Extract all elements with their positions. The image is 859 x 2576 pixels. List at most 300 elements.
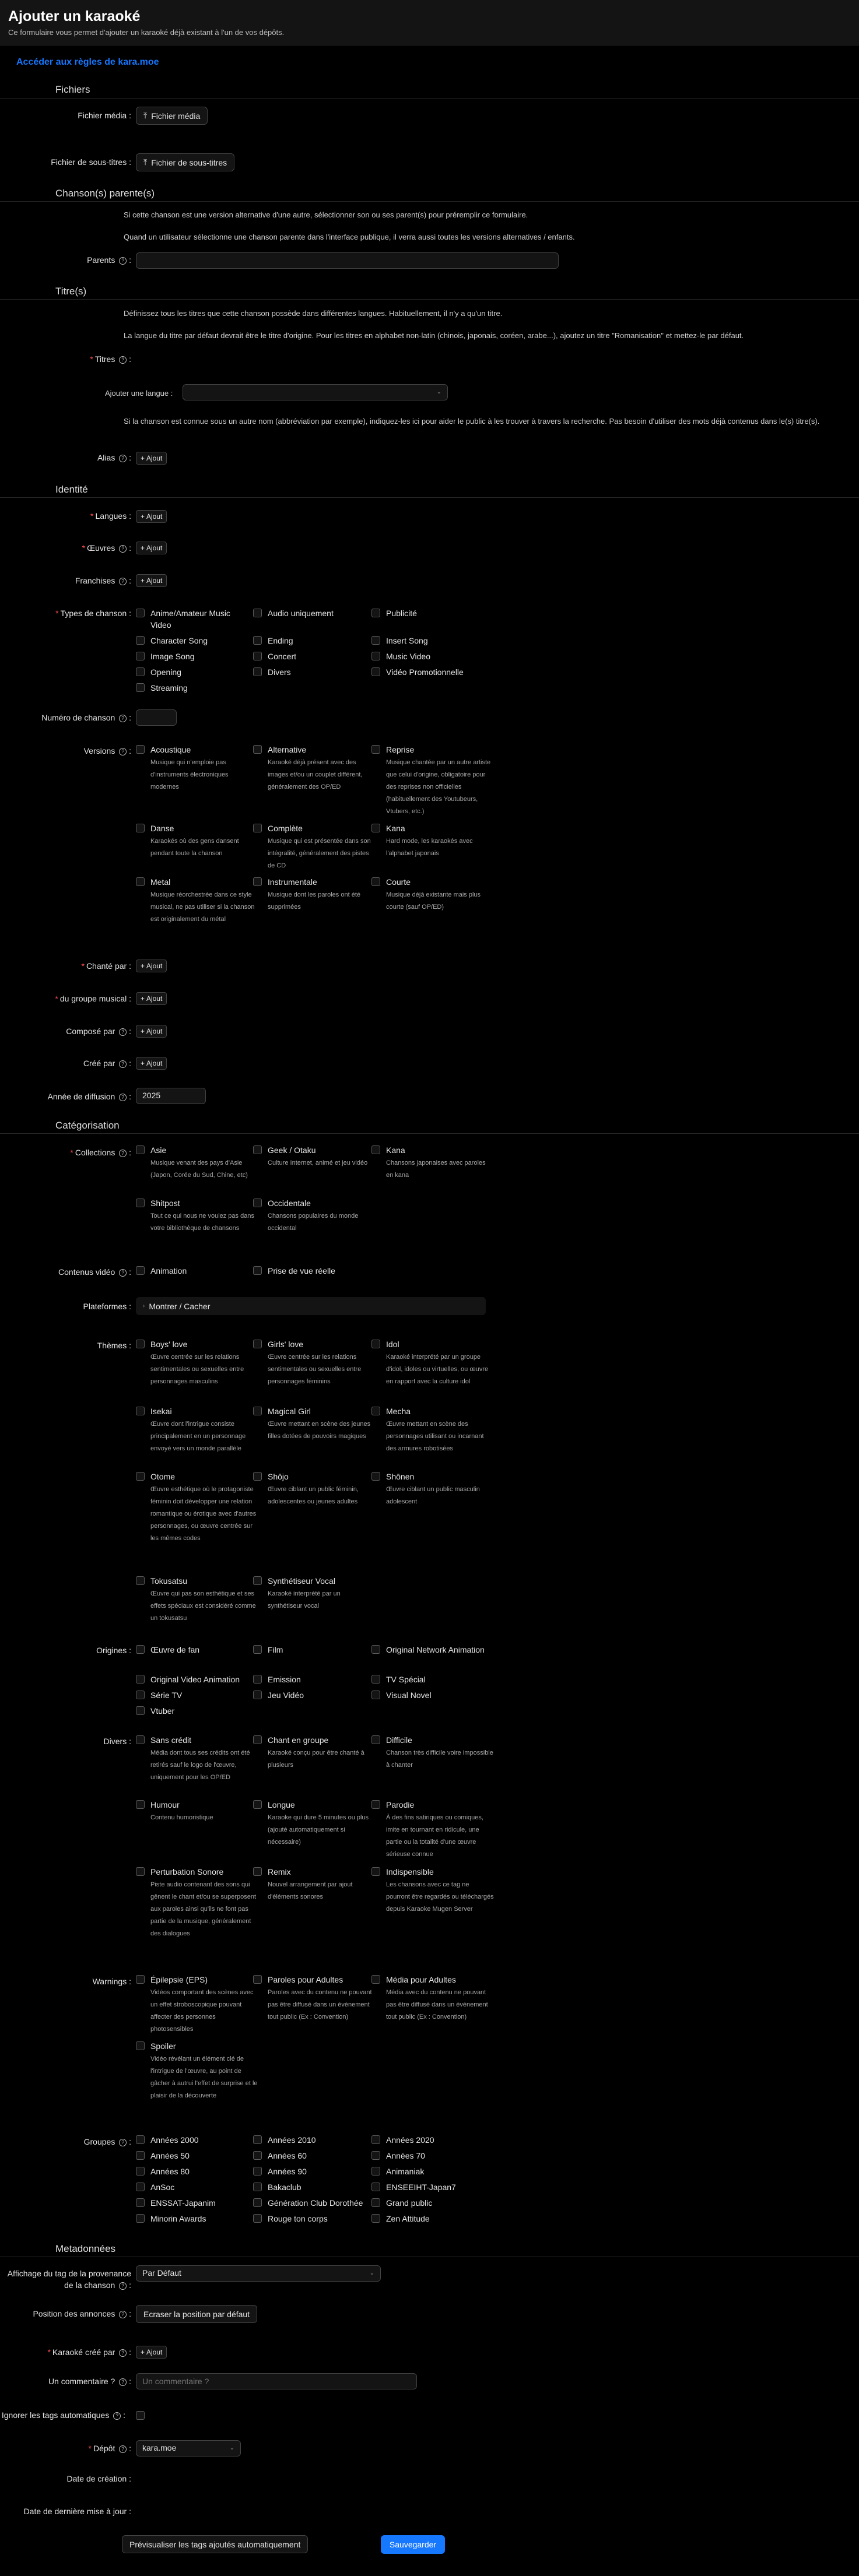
preview-auto-tags-button[interactable]: Prévisualiser les tags ajoutés automatiquement <box>122 2535 308 2553</box>
songtypes-music-video-label: Music Video <box>386 652 431 661</box>
alias-add-button[interactable]: + Ajout <box>136 452 167 465</box>
misc-difficile-description: Chanson très difficile voire impossible à chanter <box>386 1749 493 1769</box>
franchises-add-button[interactable]: + Ajout <box>136 574 167 587</box>
upload-icon: ⤒ <box>143 157 148 167</box>
groups-ansoc-label: AnSoc <box>150 2183 175 2192</box>
themes-boys-love-description: Œuvre centrée sur les relations sentimentales ou sexuelles entre personnages masculins <box>150 1354 244 1385</box>
warnings-media-pour-adultes-label: Média pour Adultes <box>386 1975 456 1984</box>
groups-animaniak-checkbox[interactable] <box>371 2167 380 2176</box>
songtypes-insert-song-checkbox[interactable] <box>371 636 380 645</box>
groups-annees-2000-label: Années 2000 <box>150 2135 199 2145</box>
misc-sans-credit-description: Média dont tous ses crédits ont été retirés sauf le logo de l'œuvre, uniquement pour les OP/ED <box>150 1749 250 1781</box>
warnings-epilepsie-eps-checkbox[interactable] <box>136 1975 145 1984</box>
warnings-label: Warnings : <box>92 1977 131 1986</box>
songtypes-ending-label: Ending <box>268 636 293 645</box>
collections-kana-description: Chansons japonaises avec paroles en kana <box>386 1159 486 1179</box>
groups-annees-60-checkbox[interactable] <box>253 2151 262 2160</box>
page-subtitle: Ce formulaire vous permet d'ajouter un karaoké déjà existant à l'un de vos dépôts. <box>8 28 285 37</box>
groups-zen-attitude-label: Zen Attitude <box>386 2214 430 2223</box>
songtypes-divers-checkbox[interactable] <box>253 667 262 676</box>
misc-label: Divers : <box>103 1737 131 1746</box>
help-icon: ? <box>119 1269 127 1277</box>
groups-annees-2010-label: Années 2010 <box>268 2135 316 2145</box>
singers-add-button[interactable]: + Ajout <box>136 960 167 972</box>
misc-perturbation-sonore-description: Piste audio contenant des sons qui gênent le chant et/ou se superposent aux paroles ainsi qu'ils ne font pas partie de la musique, généralement des dialogues <box>150 1881 257 1937</box>
groups-bakaclub-label: Bakaclub <box>268 2183 301 2192</box>
titles-label: * Titres ? : <box>90 354 131 364</box>
divider <box>0 497 859 498</box>
origins-serie-tv-checkbox[interactable] <box>136 1691 145 1699</box>
songtypes-image-song-label: Image Song <box>150 652 195 661</box>
misc-parodie-label: Parodie <box>386 1800 415 1809</box>
ignore-auto-tags-label: Ignorer les tags automatiques ? : <box>1 2410 125 2420</box>
themes-magical-girl-description: Œuvre mettant en scène des jeunes filles dotées de pouvoirs magiques <box>268 1421 371 1440</box>
songtypes-character-song-checkbox[interactable] <box>136 636 145 645</box>
help-icon: ? <box>119 578 127 585</box>
themes-mecha-label: Mecha <box>386 1407 411 1416</box>
groups-annees-70-checkbox[interactable] <box>371 2151 380 2160</box>
help-icon: ? <box>119 748 127 755</box>
songtypes-audio-uniquement-checkbox[interactable] <box>253 609 262 617</box>
warnings-media-pour-adultes-checkbox[interactable] <box>371 1975 380 1984</box>
groups-annees-90-checkbox[interactable] <box>253 2167 262 2176</box>
groups-annees-50-label: Années 50 <box>150 2151 190 2160</box>
themes-idol-description: Karaoké interprété par un groupe d'idol, idoles ou virtuelles, ou œuvre en rapport avec la culture idol <box>386 1354 489 1385</box>
versions-complete-description: Musique qui est présentée dans son intégralité, généralement des pistes de CD <box>268 838 371 869</box>
themes-idol-checkbox[interactable] <box>371 1340 380 1348</box>
section-parents-heading: Chanson(s) parente(s) <box>55 188 155 199</box>
help-icon: ? <box>119 2282 127 2290</box>
versions-danse-description: Karaokés où des gens dansent pendant toute la chanson <box>150 838 239 857</box>
misc-chant-en-groupe-label: Chant en groupe <box>268 1735 329 1745</box>
themes-shonen-checkbox[interactable] <box>371 1472 380 1481</box>
warnings-paroles-pour-adultes-label: Paroles pour Adultes <box>268 1975 343 1984</box>
repository-select[interactable]: kara.moe ⌄ <box>136 2440 241 2456</box>
year-label: Année de diffusion ? : <box>47 1092 131 1101</box>
versions-metal-description: Musique réorchestrée dans ce style musical, ne pas utiliser si la chanson est originalement du métal <box>150 891 255 923</box>
versions-danse-checkbox[interactable] <box>136 824 145 832</box>
comment-input[interactable] <box>136 2373 417 2389</box>
platforms-label: Plateformes : <box>83 1302 131 1311</box>
origins-original-video-animation-checkbox[interactable] <box>136 1675 145 1684</box>
works-add-button[interactable]: + Ajout <box>136 542 167 554</box>
misc-humour-description: Contenu humoristique <box>150 1814 213 1821</box>
parents-select[interactable] <box>136 252 559 269</box>
groups-rouge-ton-corps-checkbox[interactable] <box>253 2214 262 2223</box>
modified-date-label: Date de dernière mise à jour : <box>23 2507 131 2516</box>
languages-label: * Langues : <box>90 511 131 521</box>
help-icon: ? <box>119 356 127 364</box>
singergroups-add-button[interactable]: + Ajout <box>136 992 167 1005</box>
origins-emission-label: Emission <box>268 1675 301 1684</box>
themes-otome-checkbox[interactable] <box>136 1472 145 1481</box>
themes-tokusatsu-label: Tokusatsu <box>150 1576 188 1586</box>
misc-longue-checkbox[interactable] <box>253 1800 262 1809</box>
versions-metal-label: Metal <box>150 877 171 887</box>
origins-visual-novel-checkbox[interactable] <box>371 1691 380 1699</box>
versions-label: Versions ? : <box>83 746 131 755</box>
help-icon: ? <box>119 1028 127 1036</box>
origins-emission-checkbox[interactable] <box>253 1675 262 1684</box>
warnings-paroles-pour-adultes-description: Paroles avec du contenu ne pouvant pas être diffusé dans un évènement tout public (Ex : Convention) <box>268 1989 372 2020</box>
contents-animation-checkbox[interactable] <box>136 1266 145 1275</box>
display-tag-select[interactable]: Par Défaut ⌄ <box>136 2265 381 2282</box>
themes-magical-girl-checkbox[interactable] <box>253 1407 262 1415</box>
groups-enssat-japanim-checkbox[interactable] <box>136 2198 145 2207</box>
songtypes-ending-checkbox[interactable] <box>253 636 262 645</box>
page-header <box>0 0 859 45</box>
chevron-down-icon: ⌄ <box>229 2445 234 2451</box>
song-number-label: Numéro de chanson ? : <box>41 713 131 722</box>
contents-prise-de-vue-reelle-checkbox[interactable] <box>253 1266 262 1275</box>
themes-synthetiseur-vocal-description: Karaoké interprété par un synthétiseur vocal <box>268 1590 341 1609</box>
misc-sans-credit-checkbox[interactable] <box>136 1735 145 1744</box>
chevron-right-icon: › <box>143 1303 145 1309</box>
help-icon: ? <box>119 2139 127 2146</box>
groups-annees-50-checkbox[interactable] <box>136 2151 145 2160</box>
themes-idol-label: Idol <box>386 1340 399 1349</box>
groups-rouge-ton-corps-label: Rouge ton corps <box>268 2214 328 2223</box>
groups-bakaclub-checkbox[interactable] <box>253 2183 262 2191</box>
collections-occidentale-checkbox[interactable] <box>253 1199 262 1207</box>
rules-link[interactable]: Accéder aux règles de kara.moe <box>16 57 159 67</box>
warnings-epilepsie-eps-label: Épilepsie (EPS) <box>150 1975 208 1984</box>
contents-animation-label: Animation <box>150 1266 187 1275</box>
groups-generation-club-dorothee-label: Génération Club Dorothée <box>268 2198 363 2208</box>
origins-original-network-animation-checkbox[interactable] <box>371 1645 380 1654</box>
origins-tv-special-label: TV Spécial <box>386 1675 426 1684</box>
versions-complete-label: Complète <box>268 824 303 833</box>
themes-synthetiseur-vocal-label: Synthétiseur Vocal <box>268 1576 335 1586</box>
collections-asie-checkbox[interactable] <box>136 1145 145 1154</box>
song-type-label: * Types de chanson : <box>55 609 131 618</box>
themes-shojo-description: Œuvre ciblant un public féminin, adolescentes ou jeunes adultes <box>268 1486 359 1505</box>
themes-girls-love-checkbox[interactable] <box>253 1340 262 1348</box>
themes-boys-love-label: Boys' love <box>150 1340 188 1349</box>
songtypes-anime-amateur-music-video-checkbox[interactable] <box>136 609 145 617</box>
versions-alternative-description: Karaoké déjà présent avec des images et/ou un couplet différent, généralement des OP/ED <box>268 759 363 790</box>
themes-shonen-label: Shōnen <box>386 1472 415 1481</box>
warnings-media-pour-adultes-description: Média avec du contenu ne pouvant pas être diffusé dans un évènement tout public (Ex : Convention) <box>386 1989 488 2020</box>
section-files-heading: Fichiers <box>55 84 90 95</box>
songtypes-opening-checkbox[interactable] <box>136 667 145 676</box>
composers-label: Composé par ? : <box>66 1027 131 1036</box>
help-icon: ? <box>119 455 127 462</box>
help-icon: ? <box>119 1060 127 1068</box>
add-language-label: Ajouter une langue : <box>105 389 173 398</box>
collections-occidentale-label: Occidentale <box>268 1199 311 1208</box>
themes-isekai-checkbox[interactable] <box>136 1407 145 1415</box>
collections-geek-otaku-checkbox[interactable] <box>253 1145 262 1154</box>
origins-film-label: Film <box>268 1645 283 1654</box>
versions-acoustique-description: Musique qui n'emploie pas d'instruments électroniques modernes <box>150 759 229 790</box>
misc-longue-description: Karaoke qui dure 5 minutes ou plus (ajouté automatiquement si nécessaire) <box>268 1814 369 1846</box>
misc-perturbation-sonore-label: Perturbation Sonore <box>150 1867 224 1876</box>
themes-tokusatsu-checkbox[interactable] <box>136 1576 145 1585</box>
themes-magical-girl-label: Magical Girl <box>268 1407 311 1416</box>
misc-humour-label: Humour <box>150 1800 180 1809</box>
help-icon: ? <box>119 1150 127 1157</box>
parents-help-1: Si cette chanson est une version alternative d'une autre, sélectionner son ou ses parent(s) pour préremplir ce formulaire. <box>124 210 528 219</box>
misc-remix-label: Remix <box>268 1867 291 1876</box>
songtypes-video-promotionnelle-checkbox[interactable] <box>371 667 380 676</box>
contents-label: Contenus vidéo ? : <box>58 1267 131 1277</box>
groups-annees-60-label: Années 60 <box>268 2151 307 2160</box>
repository-label: * Dépôt ? : <box>88 2444 131 2453</box>
upload-icon: ⤒ <box>143 111 148 120</box>
songtypes-concert-label: Concert <box>268 652 297 661</box>
versions-kana-label: Kana <box>386 824 405 833</box>
works-label: * Œuvres ? : <box>82 543 131 553</box>
songtypes-music-video-checkbox[interactable] <box>371 652 380 660</box>
help-icon: ? <box>119 715 127 722</box>
misc-chant-en-groupe-description: Karaoké conçu pour être chanté à plusieurs <box>268 1749 364 1769</box>
misc-indispensible-label: Indispensible <box>386 1867 434 1876</box>
origins-jeu-video-checkbox[interactable] <box>253 1691 262 1699</box>
groups-annees-80-checkbox[interactable] <box>136 2167 145 2176</box>
help-icon: ? <box>119 1094 127 1101</box>
misc-chant-en-groupe-checkbox[interactable] <box>253 1735 262 1744</box>
languages-add-button[interactable]: + Ajout <box>136 510 167 523</box>
misc-humour-checkbox[interactable] <box>136 1800 145 1809</box>
contents-prise-de-vue-reelle-label: Prise de vue réelle <box>268 1266 335 1275</box>
groups-enseeiht-japan7-checkbox[interactable] <box>371 2183 380 2191</box>
groups-grand-public-label: Grand public <box>386 2198 433 2208</box>
misc-remix-checkbox[interactable] <box>253 1867 262 1876</box>
groups-minorin-awards-checkbox[interactable] <box>136 2214 145 2223</box>
versions-instrumentale-label: Instrumentale <box>268 877 317 887</box>
singergroups-label: * du groupe musical : <box>55 994 131 1003</box>
themes-shojo-label: Shōjo <box>268 1472 289 1481</box>
save-button[interactable]: Sauvegarder <box>381 2535 445 2554</box>
creation-date-label: Date de création : <box>66 2474 131 2483</box>
versions-acoustique-label: Acoustique <box>150 745 191 754</box>
alias-label: Alias ? : <box>97 453 131 462</box>
comment-label: Un commentaire ? ? : <box>48 2377 131 2386</box>
origins-uvre-de-fan-label: Œuvre de fan <box>150 1645 200 1654</box>
chevron-down-icon: ⌄ <box>369 2270 374 2276</box>
groups-annees-70-label: Années 70 <box>386 2151 425 2160</box>
created-by-add-button[interactable]: + Ajout <box>136 2346 167 2359</box>
media-file-label: Fichier média : <box>78 111 131 120</box>
subtitle-file-button[interactable]: ⤒ Fichier de sous-titres <box>136 153 234 171</box>
groups-annees-90-label: Années 90 <box>268 2167 307 2176</box>
display-tag-label: Affichage du tag de la provenance de la chanson ? : <box>7 2269 131 2290</box>
ignore-auto-tags-checkbox[interactable] <box>136 2411 145 2420</box>
origins-original-network-animation-label: Original Network Animation <box>386 1645 485 1654</box>
themes-isekai-label: Isekai <box>150 1407 172 1416</box>
section-identity-heading: Identité <box>55 484 88 495</box>
themes-boys-love-checkbox[interactable] <box>136 1340 145 1348</box>
versions-metal-checkbox[interactable] <box>136 877 145 886</box>
subtitle-file-label: Fichier de sous-titres : <box>51 157 131 167</box>
section-titles-heading: Titre(s) <box>55 286 87 297</box>
themes-tokusatsu-description: Œuvre qui pas son esthétique et ses effets spéciaux est considéré comme un tokusatsu <box>150 1590 256 1622</box>
misc-indispensible-description: Les chansons avec ce tag ne pourront être regardés ou téléchargés depuis Karaoke Mugen Server <box>386 1881 494 1913</box>
collections-shitpost-description: Tout ce qui nous ne voulez pas dans votre bibliothèque de chansons <box>150 1213 254 1232</box>
origins-original-video-animation-label: Original Video Animation <box>150 1675 240 1684</box>
versions-kana-description: Hard mode, les karaokés avec l'alphabet japonais <box>386 838 473 857</box>
songtypes-divers-label: Divers <box>268 667 291 677</box>
versions-reprise-description: Musique chantée par un autre artiste que celui d'origine, obligatoire pour des reprises non officielles (habituellement des Youtubeurs, Vtubers, etc.) <box>386 759 491 815</box>
song-number-input[interactable] <box>136 709 177 726</box>
themes-synthetiseur-vocal-checkbox[interactable] <box>253 1576 262 1585</box>
versions-instrumentale-description: Musique dont les paroles ont été supprimées <box>268 891 360 911</box>
collections-asie-label: Asie <box>150 1145 167 1155</box>
collections-geek-otaku-label: Geek / Otaku <box>268 1145 316 1155</box>
help-icon: ? <box>119 2445 127 2453</box>
misc-difficile-label: Difficile <box>386 1735 412 1745</box>
misc-parodie-checkbox[interactable] <box>371 1800 380 1809</box>
groups-zen-attitude-checkbox[interactable] <box>371 2214 380 2223</box>
divider <box>0 98 859 99</box>
warnings-spoiler-checkbox[interactable] <box>136 2041 145 2050</box>
help-icon: ? <box>119 257 127 265</box>
origins-uvre-de-fan-checkbox[interactable] <box>136 1645 145 1654</box>
year-input[interactable]: 2025 <box>136 1088 206 1104</box>
origins-tv-special-checkbox[interactable] <box>371 1675 380 1684</box>
warnings-paroles-pour-adultes-checkbox[interactable] <box>253 1975 262 1984</box>
help-icon: ? <box>119 2349 127 2357</box>
versions-instrumentale-checkbox[interactable] <box>253 877 262 886</box>
groups-annees-2010-checkbox[interactable] <box>253 2135 262 2144</box>
help-icon: ? <box>119 2378 127 2386</box>
singers-label: * Chanté par : <box>81 961 131 971</box>
themes-shojo-checkbox[interactable] <box>253 1472 262 1481</box>
versions-reprise-checkbox[interactable] <box>371 745 380 754</box>
groups-enssat-japanim-label: ENSSAT-Japanim <box>150 2198 216 2208</box>
collections-shitpost-label: Shitpost <box>150 1199 180 1208</box>
groups-annees-2020-checkbox[interactable] <box>371 2135 380 2144</box>
collections-occidentale-description: Chansons populaires du monde occidental <box>268 1213 359 1232</box>
versions-courte-description: Musique déjà existante mais plus courte (sauf OP/ED) <box>386 891 481 911</box>
origins-visual-novel-label: Visual Novel <box>386 1691 432 1700</box>
groups-enseeiht-japan7-label: ENSEEIHT-Japan7 <box>386 2183 456 2192</box>
versions-acoustique-checkbox[interactable] <box>136 745 145 754</box>
origins-vtuber-checkbox[interactable] <box>136 1706 145 1715</box>
themes-otome-label: Otome <box>150 1472 176 1481</box>
songtypes-anime-amateur-music-video-label: Anime/Amateur Music Video <box>150 609 230 630</box>
misc-remix-description: Nouvel arrangement par ajout d'éléments sonores <box>268 1881 353 1900</box>
groups-annees-2020-label: Années 2020 <box>386 2135 434 2145</box>
origins-film-checkbox[interactable] <box>253 1645 262 1654</box>
add-language-select[interactable] <box>183 384 448 400</box>
groups-animaniak-label: Animaniak <box>386 2167 425 2176</box>
misc-perturbation-sonore-checkbox[interactable] <box>136 1867 145 1876</box>
announce-label: Position des annonces ? : <box>33 2309 131 2318</box>
versions-reprise-label: Reprise <box>386 745 415 754</box>
songtypes-concert-checkbox[interactable] <box>253 652 262 660</box>
groups-generation-club-dorothee-checkbox[interactable] <box>253 2198 262 2207</box>
collections-shitpost-checkbox[interactable] <box>136 1199 145 1207</box>
collections-asie-description: Musique venant des pays d'Asie (Japon, Corée du Sud, Chine, etc) <box>150 1159 248 1179</box>
divider <box>0 1133 859 1134</box>
origins-label: Origines : <box>96 1646 131 1655</box>
titles-help-1: Définissez tous les titres que cette chanson possède dans différentes langues. Habituellement, il n'y a qu'un titre. <box>124 309 503 318</box>
created-by-label: * Karaoké créé par ? : <box>47 2347 131 2357</box>
parents-label: Parents ? : <box>87 255 131 265</box>
warnings-spoiler-description: Vidéo révélant un élément clé de l'intrigue de l'œuvre, au point de gâcher à autrui l'effet de surprise et le plaisir de la découverte <box>150 2055 258 2099</box>
misc-longue-label: Longue <box>268 1800 295 1809</box>
themes-isekai-description: Œuvre dont l'intrigue consiste principalement en un personnage envoyé vers un monde parallèle <box>150 1421 246 1452</box>
origins-vtuber-label: Vtuber <box>150 1706 175 1716</box>
titles-help-2: La langue du titre par défaut devrait être le titre d'origine. Pour les titres en alphabet non-latin (chinois, japonais, coréen, arabe...), ajoutez un titre "Romanisation" et mettez-le par défaut. <box>124 331 744 340</box>
versions-kana-checkbox[interactable] <box>371 824 380 832</box>
section-metadata-heading: Metadonnées <box>55 2243 116 2254</box>
songtypes-insert-song-label: Insert Song <box>386 636 428 645</box>
collections-kana-checkbox[interactable] <box>371 1145 380 1154</box>
songtypes-streaming-label: Streaming <box>150 683 188 693</box>
alias-help: Si la chanson est connue sous un autre nom (abbréviation par exemple), indiquez-les ici pour aider le public à les trouver à travers la recherche. Pas besoin d'utiliser des mots déjà contenus dans le(s) titre(s). <box>124 417 820 426</box>
misc-difficile-checkbox[interactable] <box>371 1735 380 1744</box>
songtypes-video-promotionnelle-label: Vidéo Promotionnelle <box>386 667 464 677</box>
groups-annees-2000-checkbox[interactable] <box>136 2135 145 2144</box>
origins-serie-tv-label: Série TV <box>150 1691 183 1700</box>
platforms-toggle[interactable]: › Montrer / Cacher <box>136 1297 486 1315</box>
parents-help-2: Quand un utilisateur sélectionne une chanson parente dans l'interface publique, il verra aussi toutes les versions alternatives / enfants. <box>124 233 575 241</box>
versions-complete-checkbox[interactable] <box>253 824 262 832</box>
themes-girls-love-description: Œuvre centrée sur les relations sentimentales ou sexuelles entre personnages féminins <box>268 1354 362 1385</box>
help-icon: ? <box>119 2311 127 2318</box>
themes-shonen-description: Œuvre ciblant un public masculin adolescent <box>386 1486 480 1505</box>
origins-jeu-video-label: Jeu Vidéo <box>268 1691 304 1700</box>
franchises-label: Franchises ? : <box>75 576 131 585</box>
page-title: Ajouter un karaoké <box>8 8 141 24</box>
collections-kana-label: Kana <box>386 1145 405 1155</box>
collections-geek-otaku-description: Culture Internet, animé et jeu vidéo <box>268 1159 368 1166</box>
section-category-heading: Catégorisation <box>55 1120 120 1131</box>
themes-mecha-checkbox[interactable] <box>371 1407 380 1415</box>
songtypes-publicite-checkbox[interactable] <box>371 609 380 617</box>
creators-add-button[interactable]: + Ajout <box>136 1057 167 1070</box>
groups-label: Groupes ? : <box>83 2137 131 2146</box>
help-icon: ? <box>119 545 127 553</box>
groups-grand-public-checkbox[interactable] <box>371 2198 380 2207</box>
themes-girls-love-label: Girls' love <box>268 1340 304 1349</box>
misc-parodie-description: À des fins satiriques ou comiques, imite en tournant en ridicule, une partie ou la totalité d'une œuvre sérieuse connue <box>386 1814 483 1858</box>
misc-sans-credit-label: Sans crédit <box>150 1735 192 1745</box>
groups-minorin-awards-label: Minorin Awards <box>150 2214 206 2223</box>
songtypes-streaming-checkbox[interactable] <box>136 683 145 692</box>
misc-indispensible-checkbox[interactable] <box>371 1867 380 1876</box>
versions-alternative-checkbox[interactable] <box>253 745 262 754</box>
divider <box>0 299 859 300</box>
help-icon: ? <box>113 2412 121 2420</box>
warnings-epilepsie-eps-description: Vidéos comportant des scènes avec un effet stroboscopique pouvant affecter des personnes photosensibles <box>150 1989 254 2033</box>
divider <box>0 201 859 202</box>
songtypes-character-song-label: Character Song <box>150 636 208 645</box>
songtypes-audio-uniquement-label: Audio uniquement <box>268 609 334 618</box>
creators-label: Créé par ? : <box>83 1059 131 1068</box>
themes-mecha-description: Œuvre mettant en scène des personnages utilisant ou incarnant des armures robotisées <box>386 1421 484 1452</box>
themes-label: Thèmes : <box>97 1341 131 1350</box>
versions-alternative-label: Alternative <box>268 745 307 754</box>
songtypes-opening-label: Opening <box>150 667 181 677</box>
versions-danse-label: Danse <box>150 824 174 833</box>
media-file-button[interactable]: ⤒ Fichier média <box>136 107 208 125</box>
warnings-spoiler-label: Spoiler <box>150 2041 176 2051</box>
composers-add-button[interactable]: + Ajout <box>136 1025 167 1038</box>
announce-override-button[interactable]: Ecraser la position par défaut <box>136 2305 257 2323</box>
songtypes-publicite-label: Publicité <box>386 609 417 618</box>
versions-courte-label: Courte <box>386 877 411 887</box>
songtypes-image-song-checkbox[interactable] <box>136 652 145 660</box>
groups-ansoc-checkbox[interactable] <box>136 2183 145 2191</box>
chevron-down-icon: ⌄ <box>436 389 441 395</box>
collections-label: * Collections ? : <box>70 1148 131 1157</box>
versions-courte-checkbox[interactable] <box>371 877 380 886</box>
groups-annees-80-label: Années 80 <box>150 2167 190 2176</box>
